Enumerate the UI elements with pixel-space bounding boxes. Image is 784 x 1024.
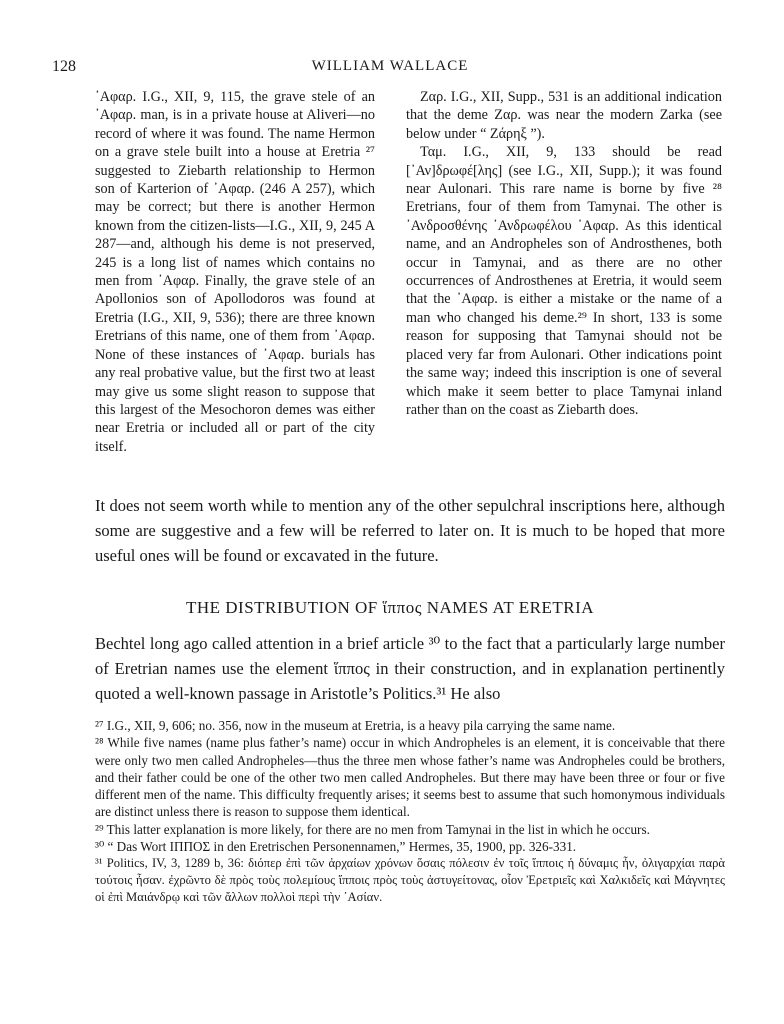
page-header [52, 58, 728, 78]
right-column-paragraph-zar: Ζαρ. I.G., XII, Supp., 531 is an additional indication that the deme Ζαρ. was near the modern Zarka (see below under “ Ζάρηξ ”). [406, 89, 722, 142]
body-paragraph-bechtel [95, 631, 725, 706]
body-paragraph-sepulchral [95, 493, 725, 568]
body-paragraph-text: Bechtel long ago called attention in a brief article ³⁰ to the fact that a particularly large number of Eretrian names use the element ἵππος in their construction, and in explanation pertinently quoted a well-known passage in Aristotle’s Politics.³¹ He also [95, 634, 725, 703]
footnote-28: ²⁸ While five names (name plus father’s name) occur in which Andropheles is an element, it is conceivable that there were only two men called Andropheles—thus the three men whose father’s name was Andropheles could be brothers, and their father could be one of the other two men called Andropheles. But there may have been three or four or five different men of the name. This difficulty frequently arises; it seems best to assume that such homonymous individuals are distinct unless there is reason to suppose them identical. [95, 735, 725, 820]
running-title: WILLIAM WALLACE [311, 58, 469, 74]
footnote-29: ²⁹ This latter explanation is more likely, for there are no men from Tamynai in the list in which he occurs. [95, 821, 650, 837]
left-column-paragraph: ᾿Αφαρ. I.G., XII, 9, 115, the grave stele of an ᾿Αφαρ. man, is in a private house at Aliveri—no record of where it was found. The name Hermon on a grave stele built into a house at Eretria ²⁷ suggested to Ziebarth relationship to Hermon son of Karterion of ᾿Αφαρ. (246 A 257), which may be correct; but there is another Hermon known from the citizen-lists—I.G., XII, 9, 245 A 287—and, although his deme is not preserved, 245 is a long list of names which contains no men from ᾿Αφαρ. Finally, the grave stele of an Apollonios son of Apollodoros was found at Eretria (I.G., XII, 9, 536); there are three known Eretrians of this name, one of them from ᾿Αφαρ. None of these instances of ᾿Αφαρ. burials has any real probative value, but the first two at least may give us some slight reason to suppose that this largest of the Mesochoron demes was either near Eretria or included all or part of the city itself. [95, 89, 375, 455]
left-column [95, 88, 375, 456]
page-number: 128 [52, 58, 76, 75]
footnote-31: ³¹ Politics, IV, 3, 1289 b, 36: διόπερ ἐπὶ τῶν ἀρχαίων χρόνων ὅσαις πόλεσιν ἐν τοῖς ἵπποις ἡ δύναμις ἦν, ὀλιγαρχίαι παρὰ τούτοις ἦσαν. ἐχρῶντο δὲ πρὸς τοὺς πολεμίους ἵπποις πρὸς τοὺς ἀστυγείτονας, οἷον Ἐρετριεῖς καὶ Χαλκιδεῖς καὶ Μάγνητες οἱ ἐπὶ Μαιάνδρῳ καὶ τῶν ἄλλων πολλοὶ περὶ τὴν ᾿Ασίαν. [95, 856, 725, 905]
two-column-block [95, 88, 725, 466]
body-paragraph-text: It does not seem worth while to mention any of the other sepulchral inscriptions here, although some are suggestive and a few will be referred to later on. It is much to be hoped that more useful ones will be found or excavated in the future. [95, 496, 725, 565]
footnote-27: ²⁷ I.G., XII, 9, 606; no. 356, now in the museum at Eretria, is a heavy pila carrying the same name. [95, 718, 616, 733]
right-column-paragraph-tam: Ταμ. I.G., XII, 9, 133 should be read [᾿Αν]δρωφέ[λης] (see I.G., XII, Supp.); it was found near Aulonari. This rare name is borne by five ²⁸ Eretrians, four of them from Tamynai. The other is ᾿Ανδροσθένης ᾿Ανδρωφέλου ᾿Αφαρ. As this identical name, and an Andropheles son of Androsthenes, both occur in Tamynai, and as there are no other occurrences of Androsthenes at Eretria, it would seem that the ᾿Αφαρ. is either a mistake or the name of a man who changed his deme.²⁹ In short, 133 is some reason for supposing that Tamynai should not be placed very far from Aulonari. Other indications point the same way; indeed this inscription is one of several which make it seem better to place Tamynai inland rather than on the coast as Ziebarth does. [406, 144, 722, 418]
footnote-30: ³⁰ “ Das Wort ΙΠΠΟΣ in den Eretrischen Personennamen,” Hermes, 35, 1900, pp. 326-331. [95, 839, 577, 855]
section-heading: THE DISTRIBUTION OF ἵππος NAMES AT ERETRIA [185, 598, 595, 617]
footnotes [95, 717, 725, 906]
right-column [406, 88, 722, 419]
